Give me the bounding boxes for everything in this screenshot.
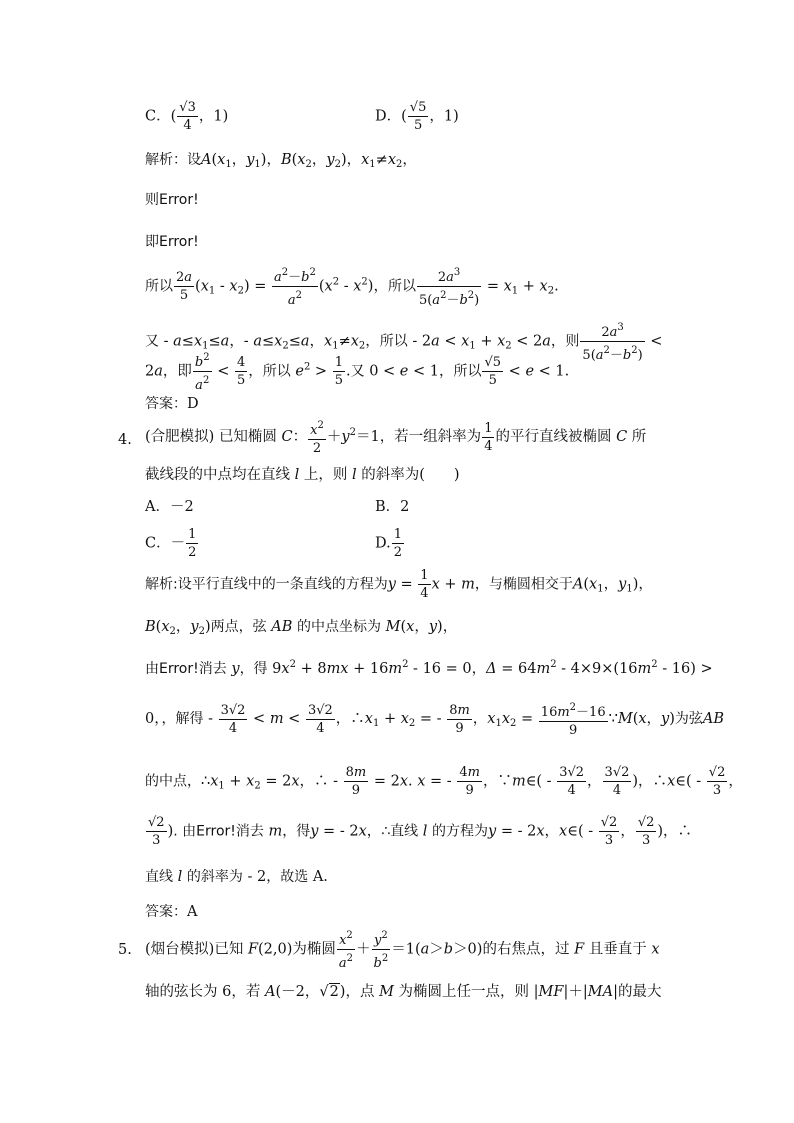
q4-stem-line-1: (合肥模拟) 已知椭圆 C： $\frac{x^2}{2}$ $+y^2=1$，若一组斜率为 $\frac{1}{4}$ 的平行直线被椭圆 C 所 — [145, 420, 647, 456]
q3-option-d-fraction: $\frac{√5}{5}$ — [409, 100, 427, 133]
q4-solution-line-1: 解析:设平行直线中的一条直线的方程为y = $\frac{1}{4}$ x + m，与椭圆相交于$A(x_1$，$y_1$)， — [145, 568, 653, 601]
q4-solution-line-4: 0，，解得 - $\frac{3√2}{4}$ < m < $\frac{3√2}{4}$ ，$\therefore x_1 + x_2$ = - $\frac{8m}{9}$ ，$x_1x_2$ = $\frac{16m^2-16}{9}$ ∵M(x，y)为弦AB — [145, 702, 725, 738]
q3-error-line-1: 则Error! — [145, 192, 199, 208]
q4-solution-line-6: $\frac{√2}{3}$ ). 由Error!消去 m，得y = - 2x，∴直线 l 的方程为y = - 2x，x∈( - $\frac{√2}{3}$ ， $\frac{√2}{3}$ )，∴ — [148, 815, 693, 848]
q5-number: 5. — [118, 942, 132, 958]
q3-derivation-line-2: 又 - $a\le x_1\le a$，- $a\le x_2\le a$，$x_1\ne x_2$，所以 - $2a < x_1 + x_2 < 2a$，则 $\frac{2a^3}{5(a^2-b^2)}$ < — [145, 322, 663, 363]
q3-option-c: C．( $\frac{√3}{4}$ ，1) — [145, 100, 229, 133]
q4-option-c: C．－ $\frac{1}{2}$ — [145, 527, 197, 560]
q4-solution-line-2: $B(x_2$，$y_2$)两点，弦 AB 的中点坐标为 M(x，y)， — [145, 619, 458, 637]
q5-stem-line-1: (烟台模拟)已知 F(2,0)为椭圆 $\frac{x^2}{a^2}$ ＋ $\frac{y^2}{b^2}$ ＝1(a＞b＞0)的右焦点，过 F 且垂直于 x — [145, 930, 660, 971]
q3-derivation-line-1: 所以 $\frac{2a}{5}$ $(x_1 - x_2)$ = $\frac{a^2-b^2}{a^2}$ $(x^2 - x^2)$，所以 $\frac{2a^3}{5(a^2-b^2)}$ = $x_1 + x_2$. — [145, 267, 559, 308]
q3-option-c-fraction: $\frac{√3}{4}$ — [179, 100, 196, 133]
q3-derivation-line-3: 2a，即 $\frac{b^2}{a^2}$ < $\frac{4}{5}$ ，所以 $e^2$ > $\frac{1}{5}$ .又 0 < e < 1，所以 $\frac{√5}{5}$ < e < 1. — [145, 352, 570, 393]
q4-number: 4. — [118, 432, 132, 448]
q4-option-d: D. $\frac{1}{2}$ — [375, 527, 402, 560]
q4-solution-line-7: 直线 l 的斜率为 - 2，故选 A. — [145, 869, 328, 885]
q5-stem-line-2: 轴的弦长为 6，若 A(－2，√2)，点 M 为椭圆上任一点，则 |MF|＋|MA|的最大 — [145, 984, 662, 1000]
q4-option-a: A．－2 — [145, 499, 194, 515]
q3-solution-line-1: 解析：设$A(x_1$，$y_1$)，$B(x_2$，$y_2$)，$x_1\ne x_2$， — [145, 152, 417, 170]
q4-answer: 答案：A — [145, 904, 198, 920]
q4-solution-line-5: 的中点，$\therefore x_1 + x_2 = 2x$，∴ - $\frac{8m}{9}$ = 2x. x = - $\frac{4m}{9}$ ，∵m∈( - $\frac{3√2}{4}$ ， $\frac{3√2}{4}$ )，∴x∈( - $\frac{√2}{3}$ ， — [145, 765, 743, 798]
q4-stem-line-2: 截线段的中点均在直线 l 上，则 l 的斜率为( ) — [145, 467, 460, 483]
q4-option-b: B．2 — [375, 499, 410, 515]
q3-answer: 答案：D — [145, 396, 199, 412]
q3-option-d: D．( $\frac{√5}{5}$ ，1) — [375, 100, 459, 133]
q4-solution-line-3: 由Error!消去 y，得 $9x^2 + 8mx + 16m^2 - 16 = 0$，$\Delta = 64m^2 - 4\times 9\times(16m^2 - 16)$ > — [145, 659, 713, 677]
q3-error-line-2: 即Error! — [145, 234, 199, 250]
